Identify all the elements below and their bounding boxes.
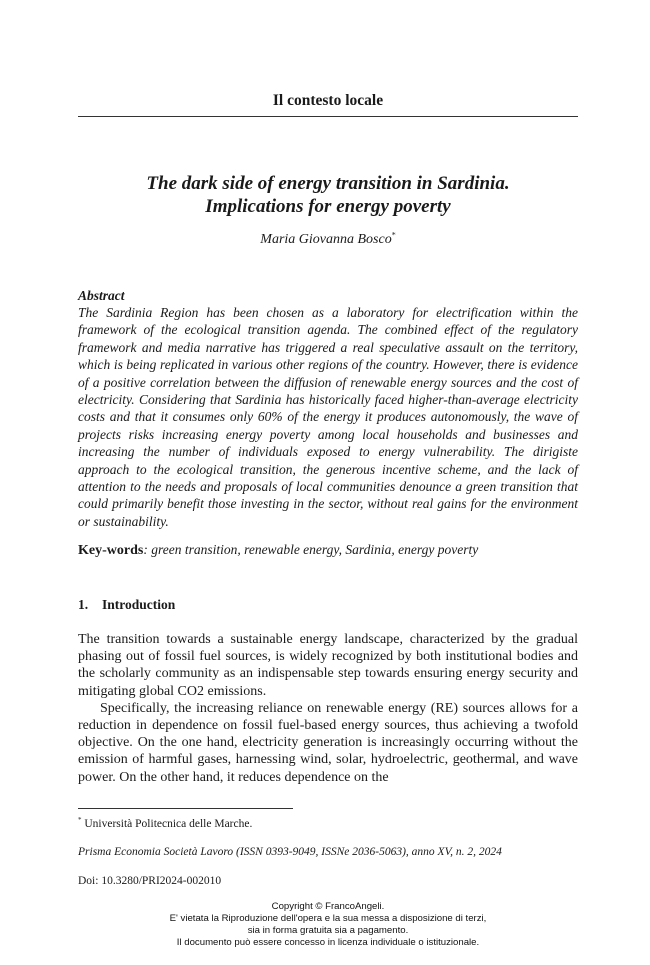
article-title-line-2: Implications for energy poverty [205,196,451,217]
paragraph-1: The transition towards a sustainable energy landscape, characterized by the gradual phasing out of fossil fuel sources, is widely recognized by both institutional bodies and the scholarly community as an indispensable step towards ensuring energy security and mitigating global CO2 emissions. [78,632,578,699]
copyright-notice [100,901,556,949]
footnote-rule [78,808,293,809]
section-heading [78,597,175,613]
author-name: Maria Giovanna Bosco [260,232,392,247]
footnote [78,818,252,830]
doi: Doi: 10.3280/PRI2024-002010 [78,875,222,887]
keywords-colon: : [143,542,148,557]
article-title-line-1: The dark side of energy transition in Sardinia. [146,173,510,194]
article-title [60,172,596,218]
keywords [78,542,578,559]
abstract-text: The Sardinia Region has been chosen as a laboratory for electrification within the framework of the ecological transition agenda. The combined effect of the regulatory framework and media narrative has triggered a real speculative assault on the territory, which is being replicated in various other regions of the country. However, there is evidence of a positive correlation between the diffusion of renewable energy sources and the cost of electricity. Considering that Sardinia has historically faced higher-than-average electricity costs and that it consumes only 60% of the energy it produces autonomously, the wave of projects risks increasing energy poverty among local households and businesses and increasing the number of individuals exposed to energy vulnerability. The dirigiste approach to the ecological transition, the generous incentive scheme, and the lack of attention to the needs and proposals of local communities denounce a green transition that could primarily benefit those investing in the sector, without real gains for the environment or sustainability. [78,305,578,529]
author [60,232,596,248]
section-number: 1. [78,597,89,612]
copyright-line-3: sia in forma gratuita sia a pagamento. [247,925,409,936]
author-footnote-mark: * [391,230,396,240]
section-title: Introduction [102,597,176,612]
copyright-line-1: Copyright © FrancoAngeli. [271,901,385,912]
introduction-body [78,631,578,786]
journal-citation: Prisma Economia Società Lavoro (ISSN 0393-9049, ISSNe 2036-5063), anno XV, n. 2, 2024 [78,846,502,858]
copyright-line-4: Il documento può essere concesso in licenza individuale o istituzionale. [176,937,480,948]
keywords-label: Key-words [78,543,144,558]
header-rule [78,116,578,117]
keywords-list: green transition, renewable energy, Sardinia, energy poverty [147,542,479,557]
running-head: Il contesto locale [272,92,384,109]
copyright-line-2: E' vietata la Riproduzione dell'opera e la sua messa a disposizione di terzi, [169,913,487,924]
footnote-mark: * [78,816,82,825]
abstract-heading: Abstract [78,288,125,303]
footnote-text: Università Politecnica delle Marche. [81,818,253,830]
paragraph-2: Specifically, the increasing reliance on renewable energy (RE) sources allows for a reduction in dependence on fossil fuel-based energy sources, thus achieving a twofold objective. On the one hand, electricity generation is increasingly occurring without the emission of harmful gases, harnessing wind, solar, hydroelectric, geothermal, and wave power. On the other hand, it reduces dependence on the [78,700,578,785]
